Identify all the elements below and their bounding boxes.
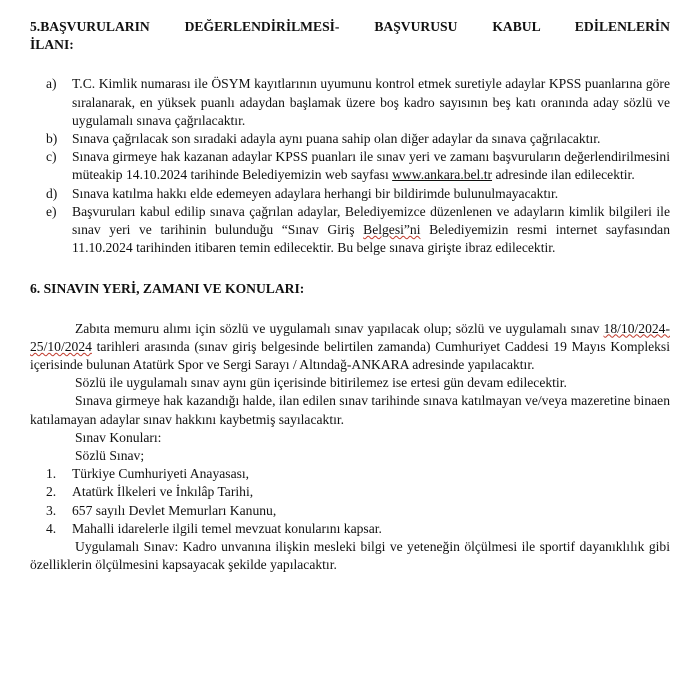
list-marker: c)	[46, 149, 57, 165]
section5-heading-line1: 5.BAŞVURULARIN DEĞERLENDİRİLMESİ- BAŞVURUSU KABUL EDİLENLERİN	[30, 19, 670, 34]
list-item-text: Başvuruları kabul edilip sınava çağrılan adaylar, Belediyemizce düzenlenen ve adayların kimlik bilgileri ile sınav yeri ve tarihinin bulunduğu “Sınav Giriş	[72, 203, 670, 238]
section5-list	[30, 75, 670, 257]
list-item	[30, 148, 670, 184]
list-item	[30, 203, 670, 258]
paragraph	[30, 320, 670, 375]
list-marker: d)	[46, 185, 58, 201]
list-item	[30, 520, 670, 538]
list-item-text: Sınava girmeye hak kazanan adaylar KPSS puanları ile sınav yeri ve zamanı başvuruların değerlendirilmesini müteakip 14.10.2024 tarihinde Belediyemizin web sayfası	[72, 149, 670, 183]
section6	[30, 280, 670, 574]
list-marker: 2.	[46, 484, 57, 500]
list-item	[30, 502, 670, 520]
list-item	[30, 465, 670, 483]
exam-dates: 18/10/2024-25/10/2024	[30, 320, 670, 354]
list-item-text: 657 sayılı Devlet Memurları Kanunu,	[72, 502, 277, 518]
list-marker: b)	[46, 131, 58, 147]
paragraph: Sözlü ile uygulamalı sınav aynı gün içerisinde bitirilemez ise ertesi gün devam edilecektir.	[75, 375, 567, 391]
topics-list	[30, 465, 670, 538]
list-item-text: Atatürk İlkeleri ve İnkılâp Tarihi,	[72, 484, 254, 500]
list-item-text: Sınava katılma hakkı elde edemeyen adaylara herhangi bir bildirimde bulunulmayacaktır.	[72, 185, 559, 201]
list-marker: e)	[46, 203, 57, 219]
underlined-word: Belgesi”ni	[363, 222, 421, 238]
list-marker: 4.	[46, 520, 57, 536]
list-item-text: Belediyemizin resmi internet sayfasından 11.10.2024 tarihinden itibaren temin edilecektir. Bu belge sınava girişte ibraz edilecektir.	[72, 222, 671, 256]
topics-label: Sınav Konuları:	[75, 429, 162, 445]
list-item-text: adresinde ilan edilecektir.	[492, 167, 635, 183]
list-item-text: Türkiye Cumhuriyeti Anayasası,	[72, 466, 250, 482]
list-marker: 3.	[46, 502, 57, 518]
paragraph: Sınava girmeye hak kazandığı halde, ilan edilen sınav tarihinde sınava katılmayan ve/veya mazeretine binaen katılamayan adaylar sınav hakkını kaybetmiş sayılacaktır.	[30, 393, 670, 427]
list-item	[30, 185, 670, 203]
practical-exam-paragraph: Uygulamalı Sınav: Kadro unvanına ilişkin mesleki bilgi ve yeteneğin ölçülmesi ile sportif dayanıklılık gibi özelliklerin ölçülmesini kapsayacak şekilde yapılacaktır.	[30, 539, 670, 573]
list-item	[30, 483, 670, 501]
list-item-text: Mahalli idarelerle ilgili temel mevzuat konularını kapsar.	[72, 520, 382, 536]
list-item	[30, 130, 670, 148]
list-item-text: Sınava çağrılacak son sıradaki adayla aynı puana sahip olan diğer adaylar da sınava çağrılacaktır.	[72, 131, 601, 147]
list-marker: a)	[46, 76, 57, 92]
list-item-text: T.C. Kimlik numarası ile ÖSYM kayıtlarının uyumunu kontrol etmek suretiyle adaylar KPSS puanlarına göre sıralanarak, en yüksek puanlı adaydan başlamak üzere boş kadro sayısının beş katı oranında aday sözlü ve uygulamalı sınava çağrılacaktır.	[72, 76, 670, 128]
section5-heading	[30, 18, 670, 54]
list-marker: 1.	[46, 466, 57, 482]
oral-exam-label: Sözlü Sınav;	[75, 448, 145, 464]
website-link[interactable]: www.ankara.bel.tr	[392, 167, 493, 183]
list-item	[30, 75, 670, 130]
paragraph-text: Zabıta memuru alımı için sözlü ve uygulamalı sınav yapılacak olup; sözlü ve uygulamalı sınav	[75, 320, 604, 336]
paragraph-text: tarihleri arasında (sınav giriş belgesinde belirtilen zamanda) Cumhuriyet Caddesi 19 Mayıs Kompleksi içerisinde bulunan Atatürk Spor ve Sergi Sarayı / Altındağ-ANKARA adresinde yapılacaktır.	[30, 338, 670, 373]
section6-heading: 6. SINAVIN YERİ, ZAMANI VE KONULARI:	[30, 281, 305, 297]
section5-heading-line2: İLANI:	[30, 37, 74, 53]
